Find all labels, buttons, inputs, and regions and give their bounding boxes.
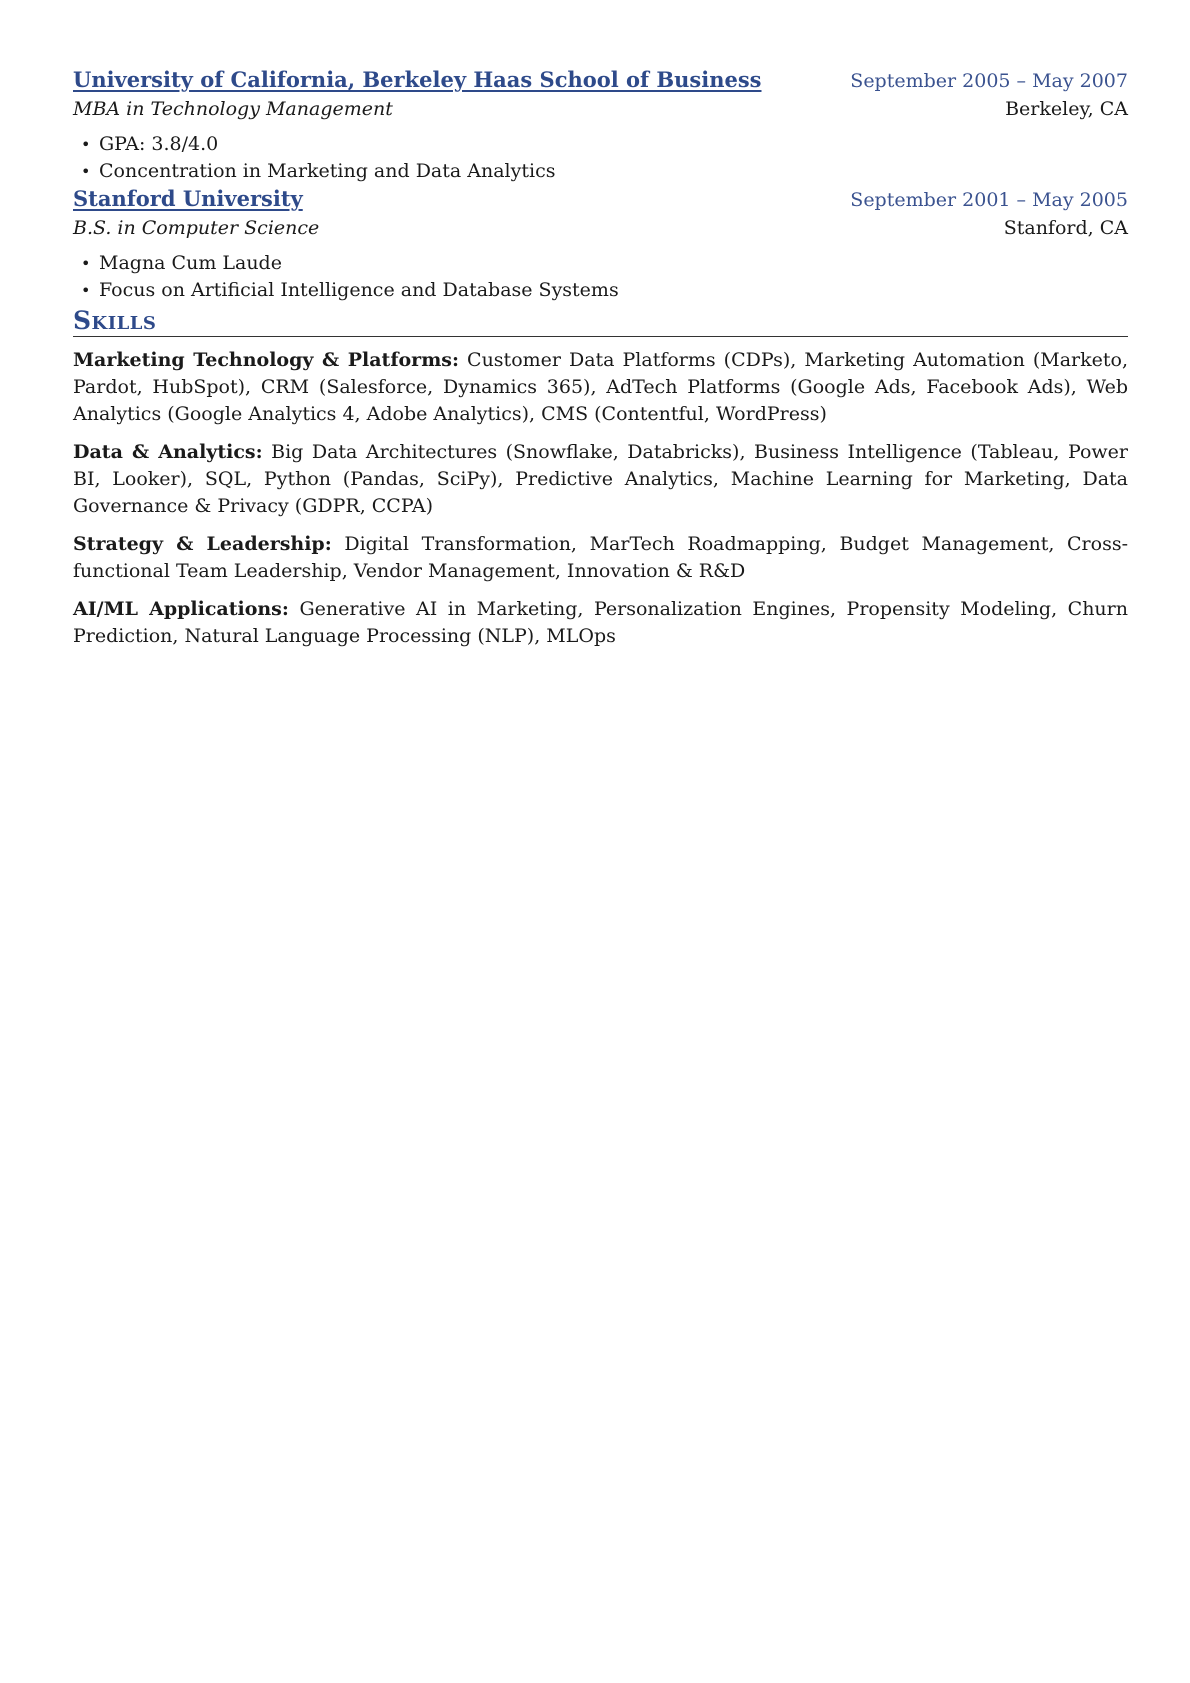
skill-label: AI/ML Applications: [73,598,289,620]
section-divider [73,336,1128,337]
list-item [81,131,1128,158]
skill-paragraph-ai-ml [73,596,1128,650]
skill-paragraph-data-analytics [73,439,1128,520]
skill-label: Data & Analytics: [73,441,263,463]
education-subheader-row [73,95,1128,123]
bullet-text: GPA: 3.8/4.0 [99,133,219,155]
education-dates: September 2005 – May 2007 [850,70,1128,92]
skill-text: Customer Data Platforms (CDPs), Marketing Automation (Marketo, Pardot, HubSpot), CRM (Salesforce, Dynamics 365), AdTech Platforms (Google Ads, Facebook Ads), Web Analytics (Google Analytics 4, Adobe Analytics), CMS (Contentful, WordPress) [73,349,1129,425]
skill-text: Big Data Architectures (Snowflake, Databricks), Business Intelligence (Tableau, Power BI, Looker), SQL, Python (Pandas, SciPy), Predictive Analytics, Machine Learning for Marketing, Data Governance & Privacy (GDPR, CCPA) [73,441,1128,517]
section-title-skills: Skills [73,306,157,335]
degree-title: B.S. in Computer Science [73,217,320,239]
degree-title: MBA in Technology Management [73,98,393,120]
skill-label: Marketing Technology & Platforms: [73,349,460,371]
resume-page [73,66,1128,661]
education-subheader-row [73,214,1128,242]
bullet-text: Magna Cum Laude [99,252,282,274]
education-dates: September 2001 – May 2005 [850,189,1128,211]
skill-text: Generative AI in Marketing, Personalization Engines, Propensity Modeling, Churn Prediction, Natural Language Processing (NLP), MLOps [73,598,1128,647]
bullet-icon: • [81,162,91,181]
school-name-link[interactable]: Stanford University [73,186,303,211]
education-header-row [73,66,1128,95]
skill-label: Strategy & Leadership: [73,533,332,555]
education-bullet-list [73,250,1128,304]
bullet-text: Focus on Artificial Intelligence and Database Systems [99,279,619,301]
bullet-icon: • [81,135,91,154]
bullet-icon: • [81,254,91,273]
bullet-icon: • [81,281,91,300]
list-item [81,250,1128,277]
skill-text: Digital Transformation, MarTech Roadmapping, Budget Management, Cross-functional Team Leadership, Vendor Management, Innovation & R&D [73,533,1128,582]
education-header-row [73,185,1128,214]
education-bullet-list [73,131,1128,185]
education-location: Berkeley, CA [1005,98,1128,120]
skill-paragraph-martech [73,347,1128,428]
education-location: Stanford, CA [1003,217,1128,239]
list-item [81,277,1128,304]
education-entry-stanford [73,185,1128,304]
skill-paragraph-strategy [73,531,1128,585]
bullet-text: Concentration in Marketing and Data Analytics [99,160,556,182]
list-item [81,158,1128,185]
school-name-link[interactable]: University of California, Berkeley Haas School of Business [73,67,762,92]
education-entry-berkeley [73,66,1128,185]
